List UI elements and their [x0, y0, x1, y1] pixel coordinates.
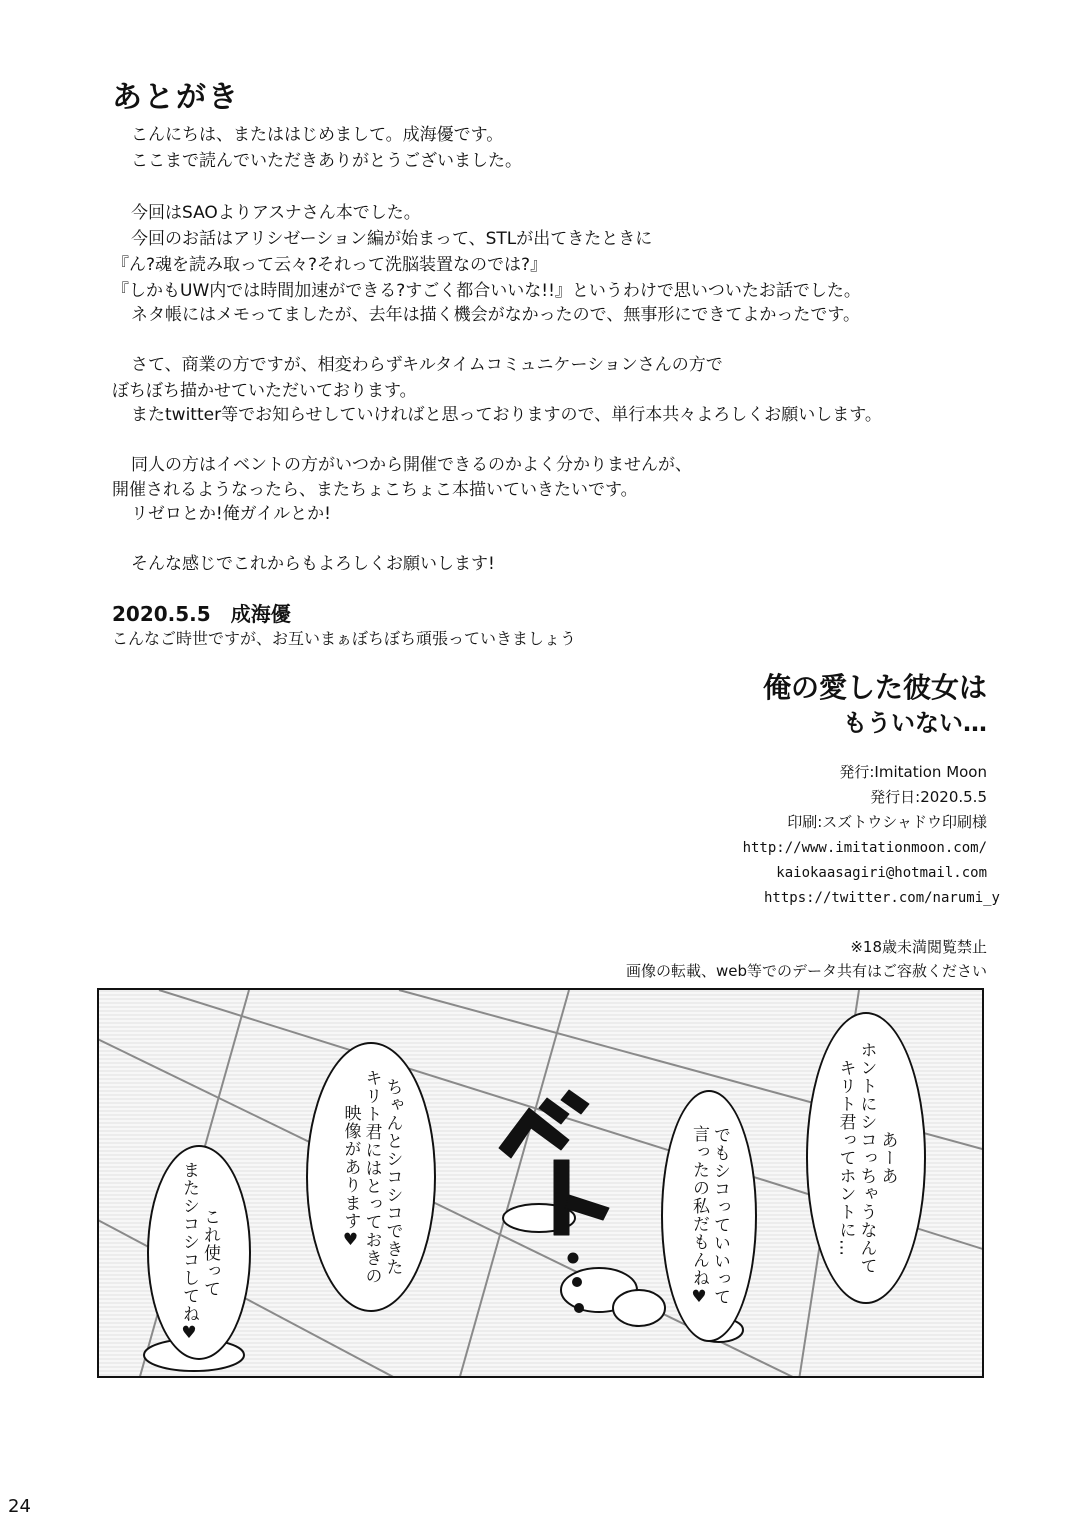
- afterword-line: ここまで読んでいただきありがとうございました。: [131, 151, 522, 171]
- page-number: 24: [8, 1496, 31, 1517]
- bubble-text-column: これ使って: [200, 1207, 220, 1298]
- afterword-line: 『ん?魂を読み取って云々?それって洗脳装置なのでは?』: [112, 255, 548, 275]
- signature-note: こんなご時世ですが、お互いまぁぼちぼち頑張っていきましょう: [112, 629, 577, 648]
- speech-bubble: [661, 1090, 757, 1342]
- twitter-link[interactable]: https://twitter.com/narumi_y: [763, 890, 1000, 906]
- speech-bubble: [806, 1012, 926, 1304]
- bubble-text-column: キリト君ってホントに…: [835, 1059, 856, 1257]
- bubble-text-column: ちゃんとシコシコできた: [382, 1078, 403, 1276]
- afterword-line: 今回のお話はアリシゼーション編が始まって、STLが出てきたときに: [131, 229, 653, 249]
- age-notice: ※18歳未満閲覧禁止: [850, 938, 987, 956]
- afterword-line: 同人の方はイベントの方がいつから開催できるのかよく分かりませんが、: [131, 455, 692, 475]
- website-link[interactable]: http://www.imitationmoon.com/: [742, 840, 987, 856]
- afterword-line: 今回はSAOよりアスナさん本でした。: [131, 203, 421, 223]
- signature-date-name: 2020.5.5 成海優: [112, 602, 291, 626]
- speech-bubble: [147, 1145, 251, 1360]
- bubble-text-column: あーあ: [877, 1131, 898, 1185]
- book-subtitle: もういない…: [843, 709, 987, 737]
- afterword-line: さて、商業の方ですが、相変わらずキルタイムコミュニケーションさんの方で: [131, 355, 723, 375]
- printer: 印刷:スズトウシャドウ印刷様: [787, 813, 987, 831]
- afterword-line: 開催されるようなったら、またちょこちょこ本描いていきたいです。: [112, 480, 638, 500]
- afterword-line: ぼちぼち描かせていただいております。: [112, 381, 417, 401]
- bubble-text-column: でもシコっていいって: [710, 1126, 730, 1306]
- publisher: 発行:Imitation Moon: [839, 763, 987, 781]
- manga-panel: [97, 988, 984, 1378]
- bubble-text-column: ホントにシコっちゃうなんて: [856, 1041, 877, 1275]
- book-title: 俺の愛した彼女は: [762, 671, 987, 704]
- issue-date: 発行日:2020.5.5: [870, 788, 987, 806]
- afterword-line: 『しかもUW内では時間加速ができる?すごく都合いいな!!』というわけで思いついたお話でした。: [112, 281, 861, 301]
- copy-notice: 画像の転載、web等でのデータ共有はご容赦ください: [625, 962, 987, 980]
- speech-bubble: [306, 1042, 436, 1312]
- email-link[interactable]: kaiokaasagiri@hotmail.com: [776, 865, 987, 881]
- afterword-heading: あとがき: [112, 80, 240, 115]
- bubble-text-column: キリト君にはとっておきの: [361, 1069, 382, 1285]
- bubble-text-column: またシコシコしてね♥: [179, 1161, 199, 1344]
- bubble-text-column: 映像があります♥: [340, 1103, 361, 1251]
- afterword-line: リゼロとか!俺ガイルとか!: [131, 504, 331, 524]
- bubble-text-column: 言ったの私だもんね♥: [689, 1124, 709, 1308]
- afterword-line: こんにちは、またははじめまして。成海優です。: [131, 125, 504, 145]
- afterword-line: またtwitter等でお知らせしていければと思っておりますので、単行本共々よろしくお願いします。: [131, 405, 882, 425]
- afterword-line: そんな感じでこれからもよろしくお願いします!: [131, 554, 495, 574]
- afterword-line: ネタ帳にはメモってましたが、去年は描く機会がなかったので、無事形にできてよかったです。: [131, 305, 860, 325]
